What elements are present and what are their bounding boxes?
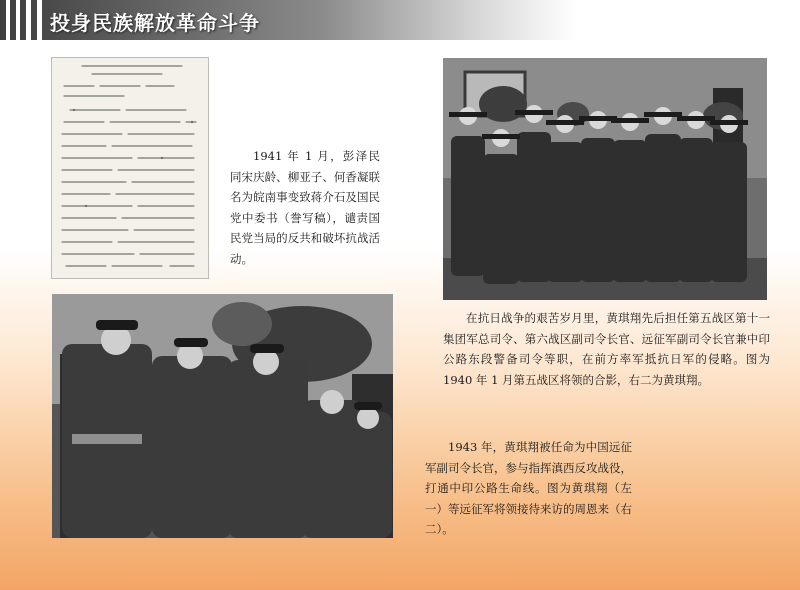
- reception-caption: 1943 年，黄琪翔被任命为中国远征军副司令长官，参与指挥滇西反攻战役，打通中印公路生命线。图为黄琪翔（左一）等远征军将领接待来访的周恩来（右二）。: [425, 440, 632, 536]
- reception-photo: [52, 294, 393, 538]
- generals-group-photo: [443, 58, 767, 300]
- generals-caption: 在抗日战争的艰苦岁月里，黄琪翔先后担任第五战区第十一集团军总司令、第六战区副司令长官、远征军副司令长官兼中印公路东段警备司令等职，在前方率军抵抗日军的侵略。图为 1940 年 1 月第五战区将领的合影，右二为黄琪翔。: [443, 311, 770, 387]
- header-bar: [0, 0, 800, 40]
- letter-caption: 1941 年 1 月，彭泽民同宋庆龄、柳亚子、何香凝联名为皖南事变致蒋介石及国民党中委书（誊写稿），谴责国民党当局的反共和破坏抗战活动。: [230, 149, 380, 266]
- page-title: 投身民族解放革命斗争: [50, 11, 260, 35]
- handwritten-letter-image: [51, 57, 209, 279]
